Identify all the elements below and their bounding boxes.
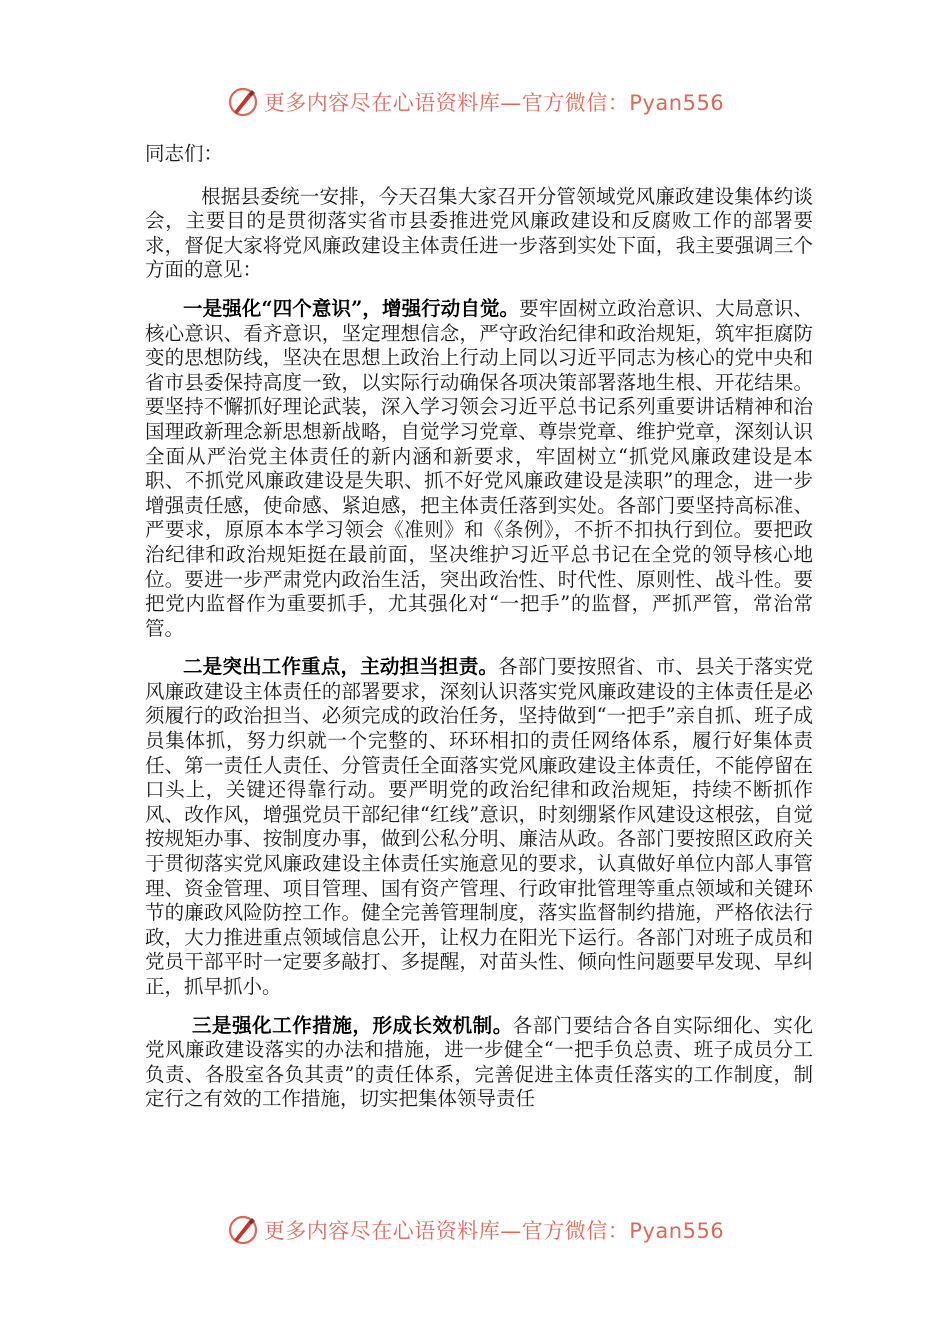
pen-logo-icon [226, 1213, 260, 1247]
section-2-paragraph [145, 655, 813, 999]
section-1-paragraph [145, 297, 813, 641]
salutation: 同志们： [145, 142, 224, 165]
section-1-body: 要牢固树立政治意识、大局意识、核心意识、看齐意识，坚定理想信念，严守政治纪律和政治规矩，筑牢拒腐防变的思想防线，坚决在思想上政治上行动上同以习近平同志为核心的党中央和省市县委保持高度一致，以实际行动确保各项决策部署落地生根、开花结果。要坚持不懈抓好理论武装，深入学习领会习近平总书记系列重要讲话精神和治国理政新理念新思想新战略，自觉学习党章、尊崇党章、维护党章，深刻认识全面从严治党主体责任的新内涵和新要求，牢固树立“抓党风廉政建设是本职、不抓党风廉政建设是失职、抓不好党风廉政建设是渎职”的理念，进一步增强责任感，使命感、紧迫感，把主体责任落到实处。各部门要坚持高标准、严要求，原原本本学习领会《准则》和《条例》，不折不扣执行到位。要把政治纪律和政治规矩挺在最前面，坚决维护习近平总书记在全党的领导核心地位。要进一步严肃党内政治生活，突出政治性、时代性、原则性、战斗性。要把党内监督作为重要抓手，尤其强化对“一把手”的监督，严抓严管，常治常管。 [145, 296, 813, 640]
header-watermark [0, 82, 950, 122]
footer-watermark [0, 1210, 950, 1250]
section-2-body: 各部门要按照省、市、县关于落实党风廉政建设主体责任的部署要求，深刻认识落实党风廉政建设的主体责任是必须履行的政治担当、必须完成的政治任务，坚持做到“一把手”亲自抓、班子成员集体抓，努力织就一个完整的、环环相扣的责任网络体系，履行好集体责任、第一责任人责任、分管责任全面落实党风廉政建设主体责任，不能停留在口头上，关键还得靠行动。要严明党的政治纪律和政治规矩，持续不断抓作风、改作风，增强党员干部纪律“红线”意识，时刻绷紧作风建设这根弦，自觉按规矩办事、按制度办事，做到公私分明、廉洁从政。各部门要按照区政府关于贯彻落实党风廉政建设主体责任实施意见的要求，认真做好单位内部人事管理、资金管理、项目管理、国有资产管理、行政审批管理等重点领域和关键环节的廉政风险防控工作。健全完善管理制度，落实监督制约措施，严格依法行政，大力推进重点领域信息公开，让权力在阳光下运行。各部门对班子成员和党员干部平时一定要多敲打、多提醒，对苗头性、倾向性问题要早发现、早纠正，抓早抓小。 [145, 655, 813, 998]
pen-logo-icon [226, 85, 260, 119]
section-1-heading: 一是强化“四个意识”，增强行动自觉。 [183, 296, 520, 320]
watermark-text: 更多内容尽在心语资料库—官方微信：Pyan556 [263, 91, 725, 115]
section-3-heading: 三是强化工作措施，形成长效机制。 [192, 1013, 513, 1037]
intro-paragraph: 根据县委统一安排，今天召集大家召开分管领域党风廉政建设集体约谈会，主要目的是贯彻落实省市县委推进党风廉政建设和反腐败工作的部署要求，督促大家将党风廉政建设主体责任进一步落到实处下面，我主要强调三个方面的意见： [145, 184, 813, 282]
watermark-text: 更多内容尽在心语资料库—官方微信：Pyan556 [263, 1219, 725, 1243]
section-2-heading: 二是突出工作重点，主动担当担责。 [183, 655, 499, 679]
section-3-body: 各部门要结合各自实际细化、实化党风廉政建设落实的办法和措施，进一步健全“一把手负总责、班子成员分工负责、各股室各负其责”的责任体系，完善促进主体责任落实的工作制度，制定行之有效的工作措施，切实把集体领导责任 [145, 1013, 813, 1111]
section-3-paragraph [145, 1014, 813, 1112]
document-body [145, 142, 813, 1126]
